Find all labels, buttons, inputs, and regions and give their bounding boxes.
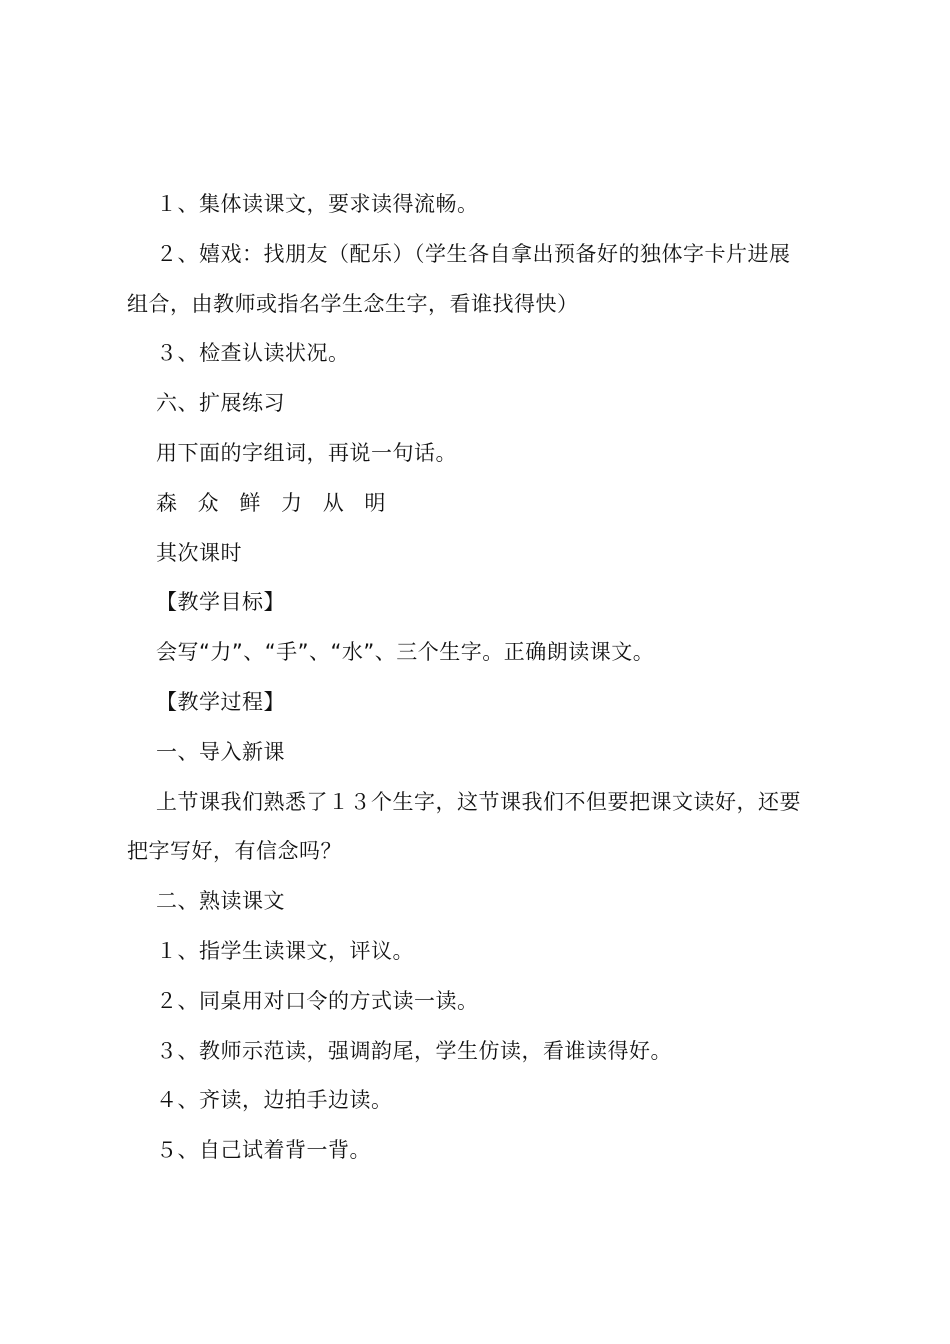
section-heading: 【教学过程】 xyxy=(156,689,285,714)
paragraph-line: ２、同桌用对口令的方式读一读。 xyxy=(156,988,479,1013)
paragraph-line: ３、教师示范读，强调韵尾，学生仿读，看谁读得好。 xyxy=(156,1038,672,1063)
section-heading: 一、导入新课 xyxy=(156,739,285,764)
paragraph-line: 用下面的字组词，再说一句话。 xyxy=(156,440,457,465)
paragraph-line: ３、检查认读状况。 xyxy=(156,341,350,366)
paragraph-line: １、集体读课文，要求读得流畅。 xyxy=(156,192,479,216)
paragraph-line: ４、齐读，边拍手边读。 xyxy=(156,1088,393,1113)
paragraph-line: ２、嬉戏：找朋友（配乐）（学生各自拿出预备好的独体字卡片进展 xyxy=(156,241,791,266)
character-list: 森 众 鲜 力 从 明 xyxy=(156,490,393,515)
paragraph-line: ５、自己试着背一背。 xyxy=(156,1138,371,1163)
section-heading: 六、扩展练习 xyxy=(156,391,285,416)
section-heading: 【教学目标】 xyxy=(156,590,285,615)
paragraph-line: 组合，由教师或指名学生念生字，看谁找得快） xyxy=(127,291,579,316)
paragraph-line: 把字写好，有信念吗？ xyxy=(127,839,342,864)
paragraph-line: 会写“力”、“手”、“水”、三个生字。正确朗读课文。 xyxy=(156,640,655,665)
paragraph-line: 上节课我们熟悉了１３个生字，这节课我们不但要把课文读好，还要 xyxy=(156,789,801,814)
section-heading: 其次课时 xyxy=(156,540,242,565)
section-heading: 二、熟读课文 xyxy=(156,889,285,914)
document-body xyxy=(127,180,833,1176)
paragraph-line: １、指学生读课文，评议。 xyxy=(156,938,414,963)
